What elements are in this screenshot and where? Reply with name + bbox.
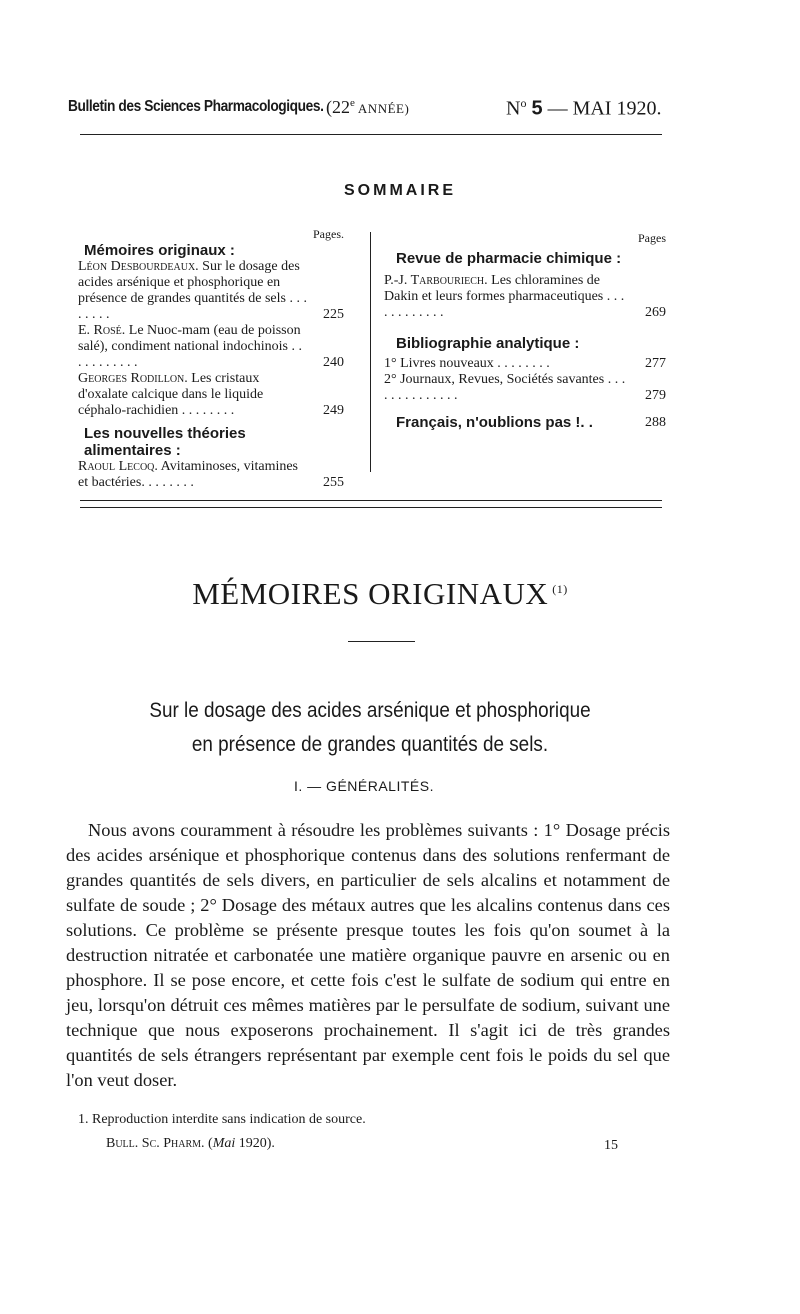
toc-author: Raoul Lecoq.	[78, 459, 158, 474]
toc-text: Sur le dosage des acides arsénique et phosphorique en présence de grandes quantités de sels . . . . . . . .	[78, 259, 307, 322]
column-divider	[370, 232, 371, 472]
section-heading: Revue de pharmacie chimique :	[396, 250, 622, 267]
toc-entry	[78, 259, 344, 323]
toc-author: Georges Rodillon.	[78, 371, 188, 386]
volume-year: (22e ANNÉE)	[326, 97, 410, 117]
toc-entry	[78, 323, 344, 371]
toc-text: 1° Livres nouveaux . . . . . . . .	[384, 356, 550, 371]
article-title: Sur le dosage des acides arsénique et phosphorique en présence de grandes quantités de sels.	[149, 699, 591, 756]
toc-entry	[384, 356, 666, 372]
toc-entry	[384, 372, 666, 404]
page-folio: 15	[604, 1138, 618, 1153]
section-heading: Les nouvelles théories alimentaires :	[84, 425, 246, 459]
toc-author: Léon Desbourdeaux.	[78, 259, 199, 274]
toc-page: 240	[323, 355, 344, 370]
sommaire-rule-bottom	[80, 507, 662, 508]
section-heading: Mémoires originaux :	[84, 242, 235, 259]
toc-page: 277	[645, 356, 666, 371]
subheading: I. — GÉNÉRALITÉS.	[294, 778, 434, 794]
toc-entry	[384, 273, 666, 321]
pages-label: Pages	[638, 231, 666, 245]
toc-text: 2° Journaux, Revues, Sociétés savantes . . . . . . . . . . . . . .	[384, 372, 626, 403]
title-rule	[348, 641, 415, 642]
toc-page: 225	[323, 307, 344, 322]
issue-number: $N^o$ 5 — MAI 1920.	[506, 96, 662, 120]
toc-author: P.-J. Tarbouriech.	[384, 273, 488, 288]
toc-entry	[78, 371, 344, 419]
sommaire-left-column	[78, 226, 344, 491]
sommaire-right-column	[384, 230, 666, 431]
footnote: 1. Reproduction interdite sans indication de source.	[78, 1112, 366, 1127]
toc-author: E. Rosé.	[78, 323, 126, 338]
toc-text: Le Nuoc-mam (eau de poisson salé), condiment national indochinois . . . . . . . . . . .	[78, 323, 302, 370]
header-rule	[80, 134, 662, 135]
sommaire-rule-top	[80, 500, 662, 501]
toc-page: 255	[323, 475, 344, 490]
toc-page: 269	[645, 305, 666, 320]
toc-text: Les cristaux d'oxalate calcique dans le liquide céphalo-rachidien . . . . . . . .	[78, 371, 264, 418]
section-heading: Bibliographie analytique :	[396, 335, 580, 352]
toc-entry	[78, 459, 344, 491]
body-paragraph: Nous avons couramment à résoudre les problèmes suivants : 1° Dosage précis des acides arsénique et phosphorique contenus dans des solutions renfermant de grandes quantités de sels divers, en particulier de sels alcalins et notamment de sulfate de soude ; 2° Dosage des métaux autres que les alcalins contenus dans ces solutions. Ce problème se présente presque toutes les fois qu'on soumet à la destruction nitratée et carbonatée une matière organique pauvre en arsenic ou en phosphore. Il se pose encore, et cette fois c'est le sulfate de sodium qui entre en jeu, lorsqu'on détruit ces mêmes matières par le persulfate de sodium, suivant une technique que nous exposerons prochainement. Il s'agit ici de très grandes quantités de sels étrangers représentant par exemple cent fois le poids du sel que l'on veut doser.	[66, 820, 670, 1090]
sommaire-title: SOMMAIRE	[344, 182, 456, 199]
journal-title: Bulletin des Sciences Pharmacologiques.	[68, 98, 324, 115]
toc-page: 279	[645, 388, 666, 403]
toc-entry: Français, n'oublions pas !. . 288	[396, 414, 666, 431]
toc-text: Avitaminoses, vitamines et bactéries. . . . . . . .	[78, 459, 299, 490]
journal-citation: Bull. Sc. Pharm. (Mai 1920).	[106, 1136, 275, 1151]
toc-page: 249	[323, 403, 344, 418]
section-title: MÉMOIRES ORIGINAUX $^{(1)}$	[192, 576, 568, 611]
toc-text: Les chloramines de Dakin et leurs formes pharmaceutiques . . . . . . . . . . . .	[384, 273, 625, 320]
pages-label: Pages.	[313, 227, 344, 241]
